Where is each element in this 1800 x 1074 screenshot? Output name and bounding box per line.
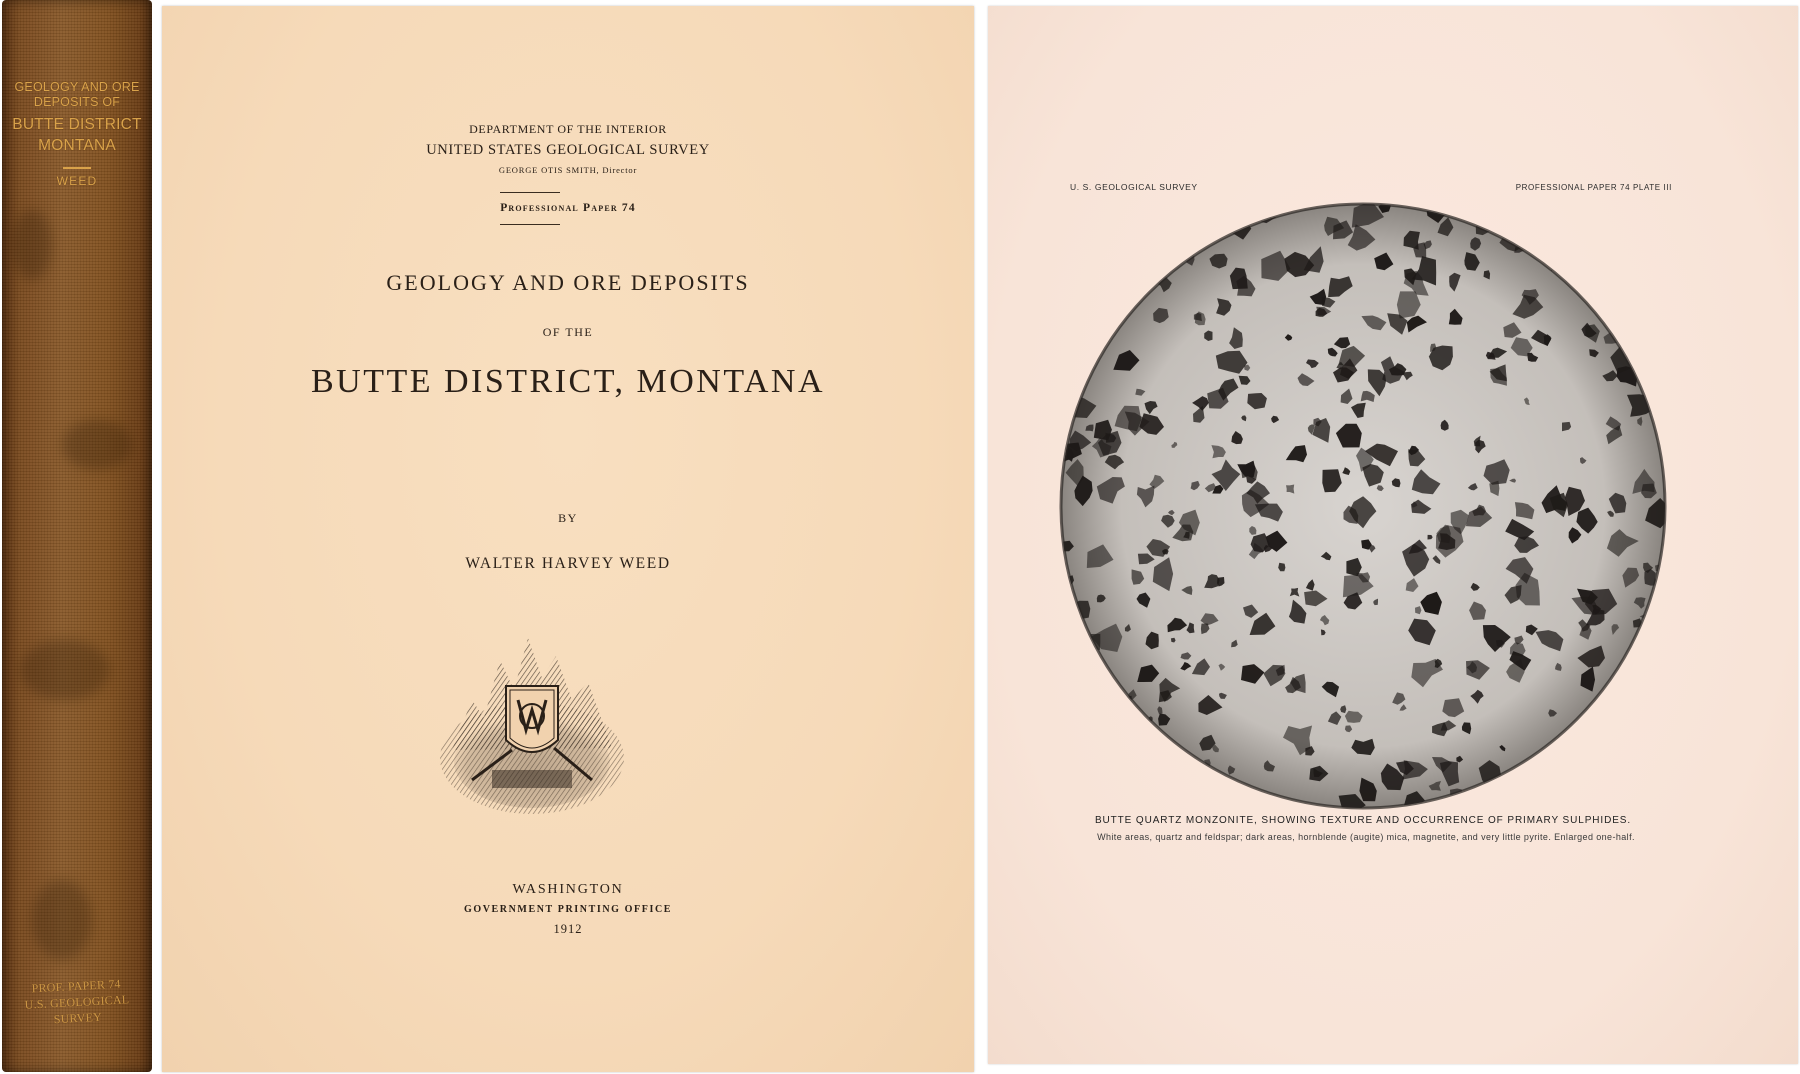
mineral-grain xyxy=(1607,216,1620,228)
mineral-grain xyxy=(1140,223,1154,236)
mineral-grain xyxy=(1108,696,1132,719)
mineral-grain xyxy=(1649,695,1667,720)
mineral-grain xyxy=(1083,668,1100,695)
mineral-grain xyxy=(1064,279,1071,288)
mineral-grain xyxy=(1059,769,1079,796)
plate-caption-text: White areas, quartz and feldspar; dark areas, hornblende (augite) mica, magnetite, and very little pyrite. Enlarged one-half. xyxy=(1097,832,1635,842)
mineral-grain xyxy=(1579,749,1599,769)
spine-title-small-line2: DEPOSITS OF xyxy=(33,95,121,109)
mineral-grain xyxy=(1614,774,1631,787)
mineral-grain xyxy=(1627,394,1657,417)
mineral-grain xyxy=(1620,718,1647,739)
mineral-grain xyxy=(1631,332,1638,339)
plate-header-left: U. S. GEOLOGICAL SURVEY xyxy=(1070,182,1198,192)
mineral-grain xyxy=(1071,777,1078,785)
series-label: Professional Paper 74 xyxy=(500,202,636,214)
mineral-grain xyxy=(1087,709,1107,730)
mineral-grain xyxy=(1114,216,1126,232)
mineral-grain xyxy=(1183,202,1215,225)
mineral-grain xyxy=(1650,760,1667,794)
page-title: BUTTE DISTRICT, MONTANA xyxy=(310,363,826,400)
mineral-grain xyxy=(1654,781,1664,792)
mineral-grain xyxy=(1059,729,1072,750)
mineral-grain xyxy=(1061,585,1070,592)
mineral-grain xyxy=(1101,214,1113,231)
mineral-grain xyxy=(1640,693,1645,699)
rock-thin-section-photograph xyxy=(1059,202,1667,810)
mineral-grain xyxy=(1061,337,1068,344)
mineral-grain xyxy=(1568,226,1576,231)
mineral-grain xyxy=(1144,259,1165,279)
mineral-grain xyxy=(1065,750,1079,767)
mineral-grain xyxy=(1633,258,1661,278)
mineral-grain xyxy=(1140,747,1161,762)
mineral-grain xyxy=(1564,794,1573,805)
mineral-grain xyxy=(1136,798,1156,810)
mineral-grain xyxy=(1160,247,1177,263)
mineral-grain xyxy=(1543,256,1549,264)
mineral-grain xyxy=(1110,228,1120,246)
spine-title-big-line2: MONTANA xyxy=(38,137,116,154)
mineral-grain xyxy=(1157,221,1165,230)
title-page xyxy=(162,6,974,1072)
author-name: WALTER HARVEY WEED xyxy=(465,555,671,572)
mineral-grain xyxy=(1624,307,1630,317)
mineral-grain xyxy=(1581,202,1599,219)
mineral-grain xyxy=(1181,202,1193,210)
mineral-grain xyxy=(1655,311,1662,321)
mineral-grain xyxy=(1079,640,1086,648)
mineral-grain xyxy=(1059,226,1069,245)
mineral-grain xyxy=(1122,791,1144,810)
mineral-grain xyxy=(1089,202,1119,221)
mineral-grain xyxy=(1148,212,1154,218)
mineral-grain xyxy=(1645,678,1655,686)
plate-caption-title: BUTTE QUARTZ MONZONITE, SHOWING TEXTURE AND OCCURRENCE OF PRIMARY SULPHIDES. xyxy=(1094,815,1632,826)
mineral-grain xyxy=(1073,762,1098,784)
mineral-grain xyxy=(1059,394,1072,405)
mineral-grain xyxy=(1635,799,1645,808)
usgs-seal-mountain-emblem-icon xyxy=(432,630,632,818)
mineral-grain xyxy=(1059,340,1070,360)
mineral-grain xyxy=(1608,727,1637,746)
mineral-grain xyxy=(1606,202,1621,211)
mineral-grain xyxy=(1599,290,1618,310)
mineral-grain xyxy=(1652,374,1667,391)
imprint-year: 1912 xyxy=(553,922,583,936)
mineral-grain xyxy=(1613,728,1632,754)
book-spine xyxy=(2,0,152,1072)
mineral-grain xyxy=(1605,762,1616,778)
rule-divider xyxy=(500,224,560,225)
mineral-grain xyxy=(1642,798,1658,810)
mineral-grain xyxy=(1475,211,1482,218)
mineral-grain xyxy=(1119,738,1134,756)
mineral-grain xyxy=(1168,783,1183,794)
mineral-grain xyxy=(1630,703,1648,723)
spine-rule xyxy=(63,167,91,169)
imprint-printer: GOVERNMENT PRINTING OFFICE xyxy=(463,904,673,915)
spine-title-small-line1: GEOLOGY AND ORE xyxy=(14,80,140,94)
title-line-2: OF THE xyxy=(542,325,594,339)
imprint-place: WASHINGTON xyxy=(512,882,624,897)
mineral-grain xyxy=(1643,619,1659,647)
mineral-grain xyxy=(1242,202,1250,212)
mineral-grain xyxy=(1620,676,1626,684)
mineral-grain xyxy=(1582,732,1597,745)
mineral-grain xyxy=(1558,748,1569,761)
mineral-grain xyxy=(1638,686,1662,706)
mineral-grain xyxy=(1123,280,1132,288)
plate-header-right: PROFESSIONAL PAPER 74 PLATE III xyxy=(1515,183,1672,192)
mineral-grain xyxy=(1110,792,1125,810)
mineral-grain xyxy=(1513,222,1522,227)
mineral-grain xyxy=(1059,346,1064,354)
mineral-grain xyxy=(1059,280,1074,301)
mineral-grain xyxy=(1613,776,1622,786)
mineral-grain xyxy=(1164,229,1185,245)
mineral-grain xyxy=(1636,796,1663,810)
rule-divider xyxy=(500,192,560,193)
director-line: GEORGE OTIS SMITH, Director xyxy=(498,165,638,175)
spine-bottom-line2: U.S. GEOLOGICAL SURVEY xyxy=(24,992,130,1027)
spine-bottom-label xyxy=(1,974,153,1030)
department-heading: DEPARTMENT OF THE INTERIOR xyxy=(469,122,667,136)
survey-heading: UNITED STATES GEOLOGICAL SURVEY xyxy=(426,142,710,158)
mineral-grain xyxy=(1116,254,1129,270)
mineral-grain xyxy=(1095,223,1102,230)
spine-bottom-line1: PROF. PAPER 74 xyxy=(31,976,122,996)
title-line-1: GEOLOGY AND ORE DEPOSITS xyxy=(386,270,750,295)
mineral-grain xyxy=(1117,264,1149,289)
mineral-grain xyxy=(1546,219,1555,226)
mineral-grain xyxy=(1425,802,1445,810)
mineral-grain xyxy=(1423,804,1426,810)
mineral-grain xyxy=(1205,209,1213,219)
mineral-grain xyxy=(1146,787,1158,794)
spine-title-small xyxy=(2,80,152,110)
mineral-grain xyxy=(1128,738,1146,759)
mineral-grain xyxy=(1617,760,1636,781)
spine-author: WEED xyxy=(56,174,98,188)
mineral-grain xyxy=(1512,774,1537,793)
spine-title-big-line1: BUTTE DISTRICT xyxy=(12,116,142,133)
spine-title-big xyxy=(2,114,152,156)
mineral-grain xyxy=(1589,222,1619,248)
plate-page xyxy=(988,6,1798,1064)
by-line: BY xyxy=(558,511,578,525)
mineral-grain xyxy=(1589,716,1606,729)
mineral-grain xyxy=(1564,745,1586,763)
